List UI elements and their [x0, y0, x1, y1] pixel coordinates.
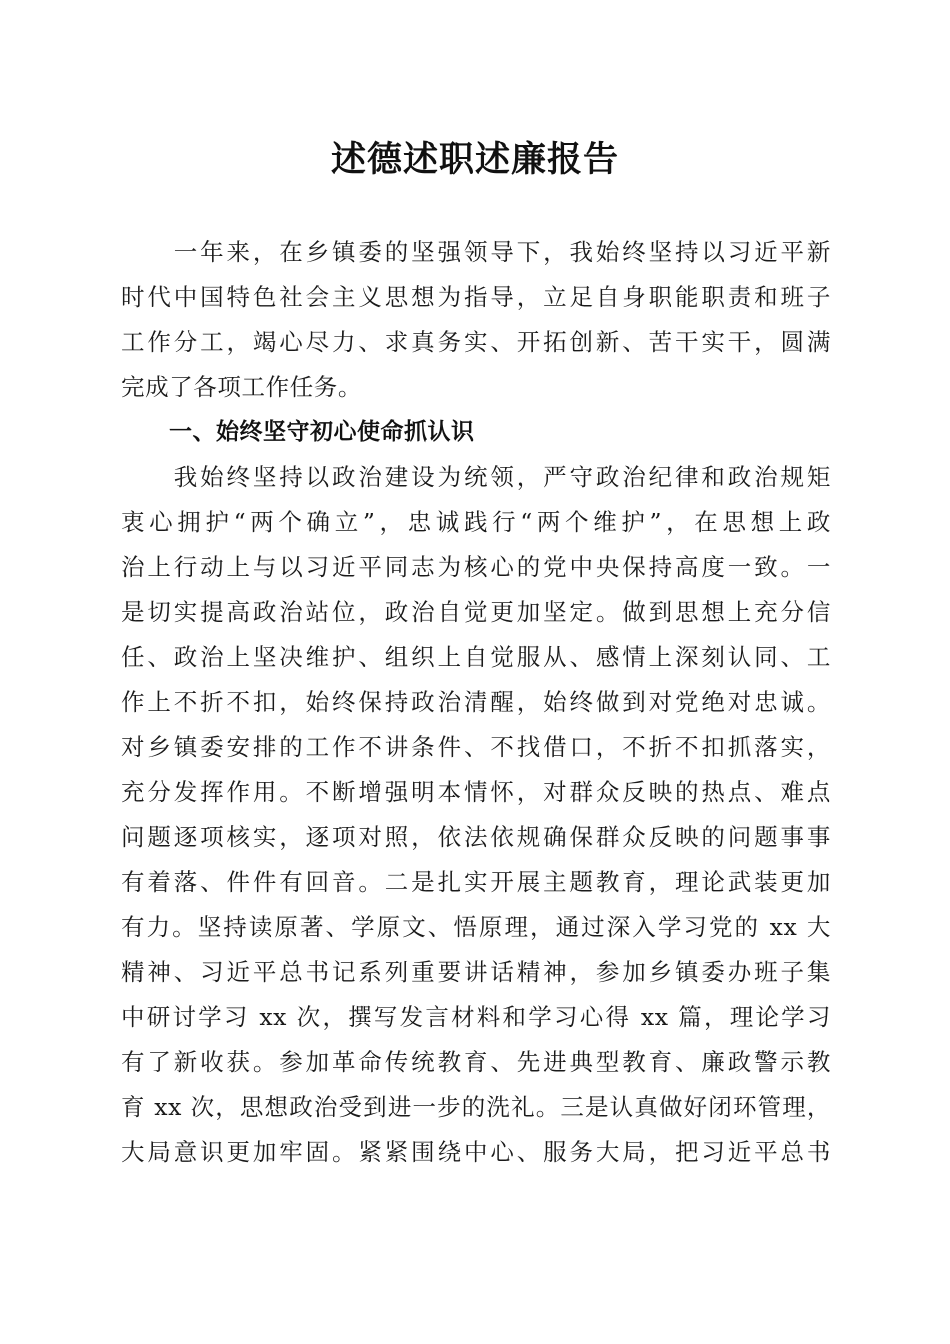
paragraph-line: 育 xx 次，思想政治受到进一步的洗礼。三是认真做好闭环管理， — [121, 1093, 831, 1121]
paragraph-intro — [121, 230, 831, 410]
paragraph-line: 作上不折不扣，始终保持政治清醒，始终做到对党绝对忠诚。 — [121, 688, 831, 716]
paragraph-line: 有力。坚持读原著、学原文、悟原理，通过深入学习党的 xx 大 — [121, 913, 831, 941]
paragraph-line: 中研讨学习 xx 次，撰写发言材料和学习心得 xx 篇，理论学习 — [121, 1003, 831, 1031]
paragraph-line: 大局意识更加牢固。紧紧围绕中心、服务大局，把习近平总书 — [121, 1138, 831, 1166]
paragraph-line: 时代中国特色社会主义思想为指导，立足自身职能职责和班子 — [121, 283, 831, 311]
paragraph-line: 工作分工，竭心尽力、求真务实、开拓创新、苦干实干，圆满 — [121, 328, 831, 356]
paragraph-line: 对乡镇委安排的工作不讲条件、不找借口，不折不扣抓落实， — [121, 733, 831, 761]
paragraph-line: 我始终坚持以政治建设为统领，严守政治纪律和政治规矩 — [121, 463, 831, 491]
paragraph-section-1 — [121, 455, 831, 1175]
paragraph-line: 有了新收获。参加革命传统教育、先进典型教育、廉政警示教 — [121, 1048, 831, 1076]
paragraph-line: 治上行动上与以习近平同志为核心的党中央保持高度一致。一 — [121, 553, 831, 581]
paragraph-line: 是切实提高政治站位，政治自觉更加坚定。做到思想上充分信 — [121, 598, 831, 626]
paragraph-line: 一年来，在乡镇委的坚强领导下，我始终坚持以习近平新 — [121, 238, 831, 266]
section-heading-1: 一、始终坚守初心使命抓认识 — [169, 419, 475, 445]
paragraph-line: 充分发挥作用。不断增强明本情怀，对群众反映的热点、难点 — [121, 778, 831, 806]
paragraph-line: 衷心拥护“两个确立”，忠诚践行“两个维护”，在思想上政 — [121, 508, 831, 536]
document-title: 述德述职述廉报告 — [330, 139, 619, 180]
paragraph-line: 有着落、件件有回音。二是扎实开展主题教育，理论武装更加 — [121, 868, 831, 896]
paragraph-line: 完成了各项工作任务。 — [121, 373, 362, 401]
paragraph-line: 问题逐项核实，逐项对照，依法依规确保群众反映的问题事事 — [121, 823, 831, 851]
paragraph-line: 精神、习近平总书记系列重要讲话精神，参加乡镇委办班子集 — [121, 958, 831, 986]
paragraph-line: 任、政治上坚决维护、组织上自觉服从、感情上深刻认同、工 — [121, 643, 831, 671]
